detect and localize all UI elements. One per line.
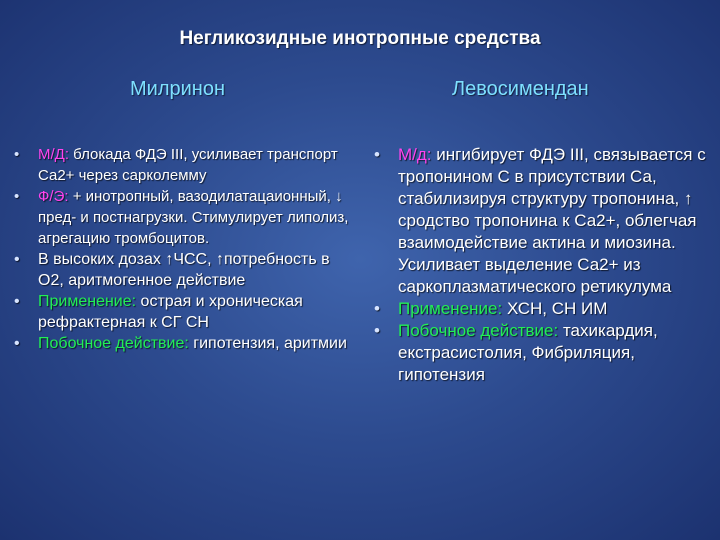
item-label: Применение: bbox=[398, 299, 503, 318]
list-item bbox=[374, 144, 710, 298]
item-label: М/д: bbox=[398, 145, 432, 164]
item-text: блокада ФДЭ III, усиливает транспорт Са2+ через сарколемму bbox=[38, 146, 338, 184]
item-text: тахикардия, екстрасистолия, Фибриляция, гипотензия bbox=[398, 321, 658, 384]
item-label: Применение: bbox=[38, 293, 137, 310]
item-text: + инотропный, вазодилатацаионный, ↓ пред- и постнагрузки. Стимулирует липолиз, агрегацию тромбоцитов. bbox=[38, 188, 349, 247]
bullet-icon: • bbox=[14, 335, 20, 352]
bullet-icon: • bbox=[374, 299, 380, 318]
item-text: В высоких дозах ↑ЧСС, ↑потребность в О2, аритмогенное действие bbox=[38, 251, 330, 289]
list-item bbox=[374, 298, 710, 320]
milrinone-bullet-list bbox=[14, 144, 354, 354]
list-item bbox=[14, 144, 354, 186]
list-item bbox=[14, 186, 354, 249]
column-heading-milrinone: Милринон bbox=[130, 78, 226, 100]
column-heading-levosimendan: Левосимендан bbox=[452, 78, 589, 100]
item-label: Побочное действие: bbox=[398, 321, 559, 340]
bullet-icon: • bbox=[374, 145, 380, 164]
item-text: гипотензия, аритмии bbox=[188, 335, 347, 352]
bullet-icon: • bbox=[14, 188, 20, 205]
item-label: М/Д: bbox=[38, 146, 69, 163]
levosimendan-bullet-list bbox=[374, 144, 710, 386]
list-item bbox=[14, 249, 354, 291]
item-label: Побочное действие: bbox=[38, 335, 189, 352]
item-label: Ф/Э: bbox=[38, 188, 69, 205]
item-text: ХСН, СН ИМ bbox=[502, 299, 608, 318]
bullet-icon: • bbox=[374, 321, 380, 340]
list-item bbox=[14, 333, 354, 354]
item-text: острая и хроническая рефрактерная к СГ СН bbox=[38, 293, 303, 331]
bullet-icon: • bbox=[14, 146, 20, 163]
list-item bbox=[14, 291, 354, 333]
slide-title: Негликозидные инотропные средства bbox=[179, 28, 541, 49]
bullet-icon: • bbox=[14, 293, 20, 310]
list-item bbox=[374, 320, 710, 386]
bullet-icon: • bbox=[14, 251, 20, 268]
item-text: ингибирует ФДЭ III, связывается с тропонином С в присутствии Са, стабилизируя структуру тропонина, ↑ сродство тропонина к Са2+, облегчая взаимодействие актина и миозина. Усиливает выделение Са2+ из саркоплазматического ретикулума bbox=[398, 145, 706, 296]
